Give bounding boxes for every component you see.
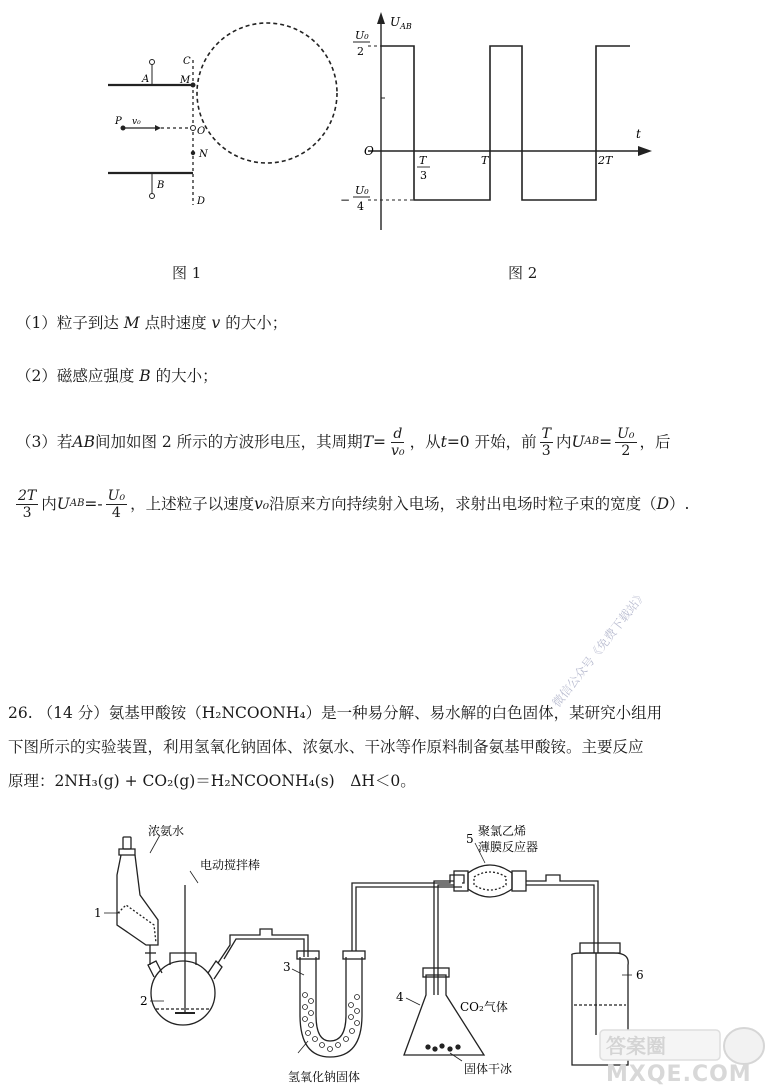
label-N: N — [199, 149, 208, 160]
q3-var-U: U — [56, 495, 70, 513]
frac-num: T — [541, 425, 551, 442]
problem-26 — [8, 696, 764, 798]
q3-text-g: ，后 — [639, 433, 671, 451]
frac-den: v₀ — [391, 442, 405, 459]
q2-prefix: （2）磁感应强度 — [16, 367, 140, 385]
q3-text-2d: 沿原来方向持续射入电场，求射出电场时粒子束的宽度（ — [269, 495, 657, 513]
axis-y-label: $U_{AB}$ — [390, 15, 412, 31]
q3-var-t: t — [440, 433, 447, 451]
frac-den: 3 — [22, 504, 32, 521]
q2-suffix: 的大小； — [150, 367, 218, 385]
problem-26-line-1: 26. （14 分）氨基甲酸铵（H₂NCOONH₄）是一种易分解、易水解的白色固体，某研究小组用 — [8, 704, 663, 722]
label-P: P — [115, 116, 122, 127]
y-low-sign: − — [340, 193, 351, 207]
q3-var-v0: v₀ — [254, 495, 270, 513]
label-M: M — [180, 75, 191, 86]
q3-eq: = — [373, 433, 387, 451]
label-dry-ice: 固体干冰 — [464, 1062, 513, 1076]
fraction-2T-over-3 — [16, 488, 38, 521]
label-num-5: 5 — [466, 832, 474, 846]
frac-num: 2T — [18, 487, 37, 504]
label-pvc-2: 薄膜反应器 — [478, 840, 539, 854]
label-concentrated-ammonia: 浓氨水 — [148, 825, 185, 838]
label-B: B — [157, 180, 165, 191]
label-O: O — [197, 126, 206, 137]
label-electric-stirrer: 电动搅拌棒 — [200, 858, 261, 872]
label-co2-gas: CO₂气体 — [460, 1000, 508, 1014]
frac-num: d — [393, 425, 403, 442]
q1-suffix: 的大小； — [220, 314, 288, 332]
q3-text-d: =0 开始，前 — [446, 433, 537, 451]
q3-var-T: T — [362, 433, 374, 451]
problem-26-line-2: 下图所示的实验装置，利用氢氧化钠固体、浓氨水、干冰等作原料制备氨基甲酸铵。主要反应 — [8, 738, 644, 756]
q3-text-c: ，从 — [409, 433, 441, 451]
x-tick-T: T — [481, 154, 489, 167]
logo-text: MXQE.COM — [606, 1062, 752, 1087]
q1-var-M: M — [123, 314, 140, 332]
q3-sub-AB: AB — [584, 436, 600, 447]
label-num-6: 6 — [636, 968, 644, 982]
x-tick-T-den: 3 — [420, 169, 427, 182]
label-num-1: 1 — [94, 906, 102, 920]
problem-26-line-3: 原理：2NH₃(g) + CO₂(g)＝H₂NCOONH₄(s) ΔH＜0。 — [8, 772, 416, 790]
q1-var-v: v — [211, 314, 221, 332]
q3-var-D: D — [656, 495, 670, 513]
q3-text-f: = — [599, 433, 613, 451]
q3-text-2a: 内 — [41, 495, 57, 513]
frac-num: U₀ — [617, 425, 635, 442]
label-v0: v₀ — [132, 117, 141, 127]
fraction-d-over-v0 — [389, 426, 407, 459]
frac-den: 2 — [621, 442, 631, 459]
label-num-3: 3 — [283, 960, 291, 974]
fraction-T-over-3 — [540, 426, 553, 459]
y-low-num: U₀ — [355, 184, 369, 197]
label-C: C — [183, 56, 191, 67]
figure-2-caption: 图 2 — [508, 264, 538, 282]
q2-var-B: B — [139, 367, 151, 385]
figure-2-square-wave — [338, 8, 658, 236]
q3-text-a: （3）若 — [16, 433, 73, 451]
q1-prefix: （1）粒子到达 — [16, 314, 124, 332]
q1-mid: 点时速度 — [139, 314, 212, 332]
label-A: A — [142, 74, 150, 85]
label-pvc-1: 聚氯乙烯 — [478, 825, 527, 838]
label-D: D — [197, 196, 206, 207]
site-logo — [596, 1022, 768, 1088]
fraction-U0-over-2 — [615, 426, 636, 459]
origin-label: O — [364, 144, 374, 158]
q3-text-2c: ，上述粒子以速度 — [130, 495, 255, 513]
svg-text:答案圈: 答案圈 — [606, 1034, 666, 1058]
x-tick-T-num: T — [419, 154, 427, 167]
y-low-den: 4 — [357, 200, 364, 213]
q3-var-U: U — [571, 433, 585, 451]
frac-num: U₀ — [107, 487, 126, 504]
question-3-line-1 — [16, 420, 671, 464]
question-2 — [16, 365, 218, 387]
q3-text-2e: ）. — [669, 495, 690, 513]
figure-1-caption: 图 1 — [172, 264, 202, 282]
y-high-den: 2 — [357, 45, 364, 58]
axis-x-label: t — [636, 127, 641, 141]
q3-sub-AB: AB — [69, 498, 85, 509]
x-tick-2T: 2T — [598, 154, 613, 167]
q3-text-e: 内 — [555, 433, 572, 451]
label-num-2: 2 — [140, 994, 148, 1008]
q3-text-2b: =- — [84, 495, 103, 513]
frac-den: 4 — [111, 504, 121, 521]
watermark-text: 微信公众号《免费下载站》 — [549, 587, 650, 710]
q3-var-AB: AB — [72, 433, 95, 451]
question-3-line-2 — [16, 482, 689, 526]
question-1 — [16, 312, 287, 334]
figure-1-diagram — [100, 20, 340, 215]
y-high-num: U₀ — [355, 29, 369, 42]
q3-text-b: 间加如图 2 所示的方波形电压，其周期 — [94, 433, 363, 451]
label-num-4: 4 — [396, 990, 404, 1004]
label-naoh-solid: 氢氧化钠固体 — [288, 1070, 361, 1084]
fraction-U0-over-4 — [106, 488, 127, 521]
frac-den: 3 — [541, 442, 551, 459]
